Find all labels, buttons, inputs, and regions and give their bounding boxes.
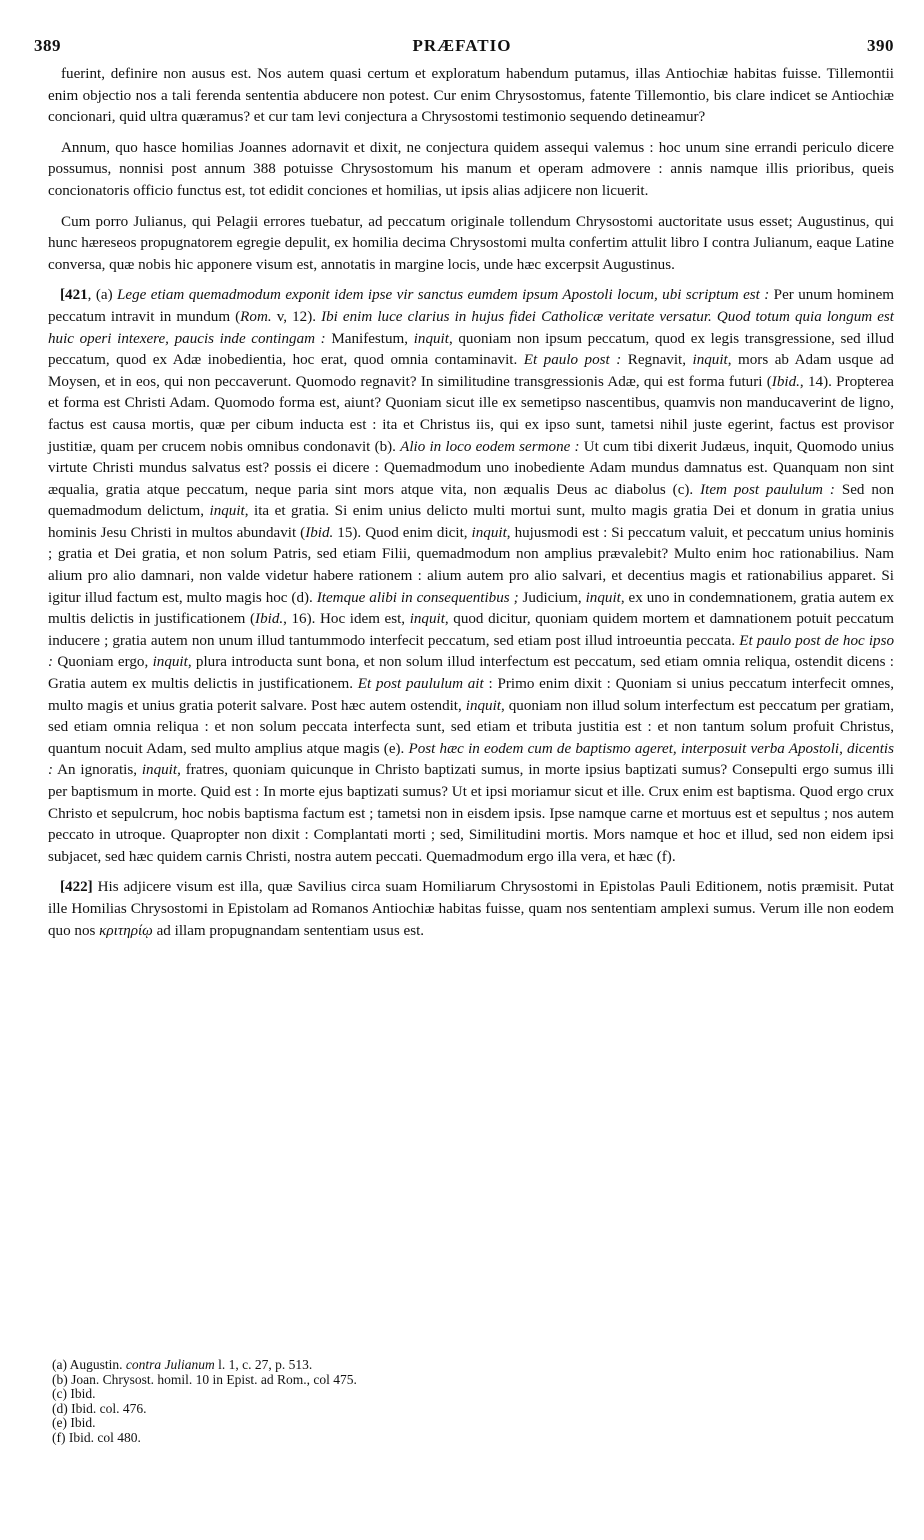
text-run: (d) Ibid. col. 476. (52, 1400, 147, 1416)
text-run: , quod dicitur, quoniam quidem mortem et damnationem potuit peccatum inducere ; gratia autem non unum illud tantummodo interfecit peccatum, sed etiam post illud introeuntia peccata. (48, 611, 894, 649)
section-marker: [422] (60, 879, 93, 896)
italic-run: Et paulo post de hoc ipso : (48, 632, 894, 671)
footnote (52, 1431, 357, 1446)
text-run: (a) Augustin. (52, 1357, 126, 1372)
italic-run: Rom. (240, 308, 272, 325)
text-run: , plura introducta sunt bona, et non solum illud interfectum est peccatum, sed etiam omnia reliqua, ostendit dicens : Gratia autem ex multis delictis in justificationem. (48, 654, 894, 693)
body-text (48, 64, 894, 951)
text-run: (c) Ibid. (52, 1386, 96, 1401)
text-run: , mors ab Adam usque ad Moysen, et in eos, qui non peccaverunt. Quomodo regnavit? In similitudine transgressionis Adæ, qui est forma futuri ( (48, 352, 894, 390)
text-run: Cum porro Julianus, qui Pelagii errores tuebatur, ad peccatum originale tollendum Chrysostomi auctoritate usus esset; Augustinus, qui hunc hæreseos propugnatorem egregie depulit, ex homilia decima Chrysostomi multa confertim attulit libro I contra Julianum, eaque Latine conversa, quæ nobis hic apponere visum est, annotatis in margine locis, unde hæc excerpsit Augustinus. (48, 213, 894, 273)
italic-run: inquit (409, 611, 445, 628)
text-run: , quoniam non ipsum peccatum, quod ex legis transgressione, sed illud peccatum, quod ex Adæ inobedientia, hoc erat, quod omnia contaminavit. (48, 330, 894, 369)
footnote (52, 1387, 357, 1402)
text-run: , 16). Hoc idem est, (283, 611, 410, 628)
paragraph-section-422 (48, 877, 894, 942)
footnote (52, 1373, 357, 1388)
italic-run: Ibid. (771, 373, 800, 390)
text-run: Per unum hominem peccatum intravit in mundum ( (48, 287, 895, 325)
paragraph (48, 64, 894, 129)
text-run: Ut cum tibi dixerit Judæus, inquit, Quomodo unius virtute Christi mundus salvatus est? possis ei dicere : Quemadmodum uno inobediente Adam mundus damnatus est. Quanquam non sint æqualia, gratia atque peccatum, neque paria sint mors atque vita, non æqualis Deus ac diabolus (c). (48, 438, 895, 498)
text-run: (b) Joan. Chrysost. homil. 10 in Epist. ad Rom., col 475. (52, 1371, 357, 1387)
italic-run: Et post paululum ait (357, 676, 484, 693)
italic-run: inquit (152, 654, 188, 671)
text-run: Sed non quemadmodum delictum, (48, 481, 895, 520)
italic-run: Lege etiam quemadmodum exponit idem ipse vir sanctus eumdem ipsum Apostoli locum, ubi scriptum est : (117, 287, 770, 304)
paragraph (48, 212, 894, 277)
paragraph-section-421 (48, 285, 894, 868)
text-run: Judicium, (518, 589, 586, 606)
italic-run: Ibi enim luce clarius in hujus fidei Catholicæ veritate versatur. Quod totum quia longum est huic operi intexere, paucis inde contingam : (48, 308, 894, 347)
text-run: Regnavit, (621, 352, 693, 369)
italic-run: contra Julianum (125, 1357, 215, 1372)
section-marker: [421 (60, 287, 88, 304)
italic-run: inquit (471, 524, 507, 541)
text-run: (f) Ibid. col 480. (52, 1429, 141, 1445)
text-run: : Primo enim dixit : Quoniam si unius peccatum interfecit omnes, multo magis et unius gratia poterit salvare. Post hæc autem ostendit, (48, 676, 894, 714)
text-run: 15). Quod enim dicit, (333, 524, 472, 541)
italic-run: Et paulo post : (523, 352, 622, 369)
text-run: , quoniam non illud solum interfectum est peccatum per gratiam, sed etiam omnia reliqua : et non solum peccata interfecta sunt, sed etiam et tributa justitia est : et non tantum solum profuit Christus, quantum nocuit Adam, sed multo amplius atque magis (e). (48, 697, 894, 757)
text-run: , (a) (87, 287, 118, 304)
text-run: Quoniam ergo, (53, 654, 153, 671)
page-number-right: 390 (867, 36, 894, 55)
page-number-left: 389 (34, 36, 61, 55)
text-run: v, 12). (271, 308, 322, 325)
text-run: l. 1, c. 27, p. 513. (214, 1357, 313, 1372)
italic-run: inquit (585, 589, 621, 606)
text-run: An ignoratis, (53, 762, 142, 779)
text-run: ad illam propugnandam sententiam usus est. (152, 922, 425, 939)
paragraph (48, 138, 894, 203)
text-run: , fratres, quoniam quicunque in Christo baptizati sumus, in morte ipsius baptizati sumus? Consepulti ergo sumus illi per baptismum in morte. Quid est : In morte ejus baptizati sumus? Ut et ipsi moriamur sicut et ille. Crux enim est baptisma. Quod ergo crux Christo et sepulcrum, hoc nobis baptisma factum est ; tametsi non in eisdem ipsis. Ipse namque carne et mortuus est et sepultus ; nos autem peccato in utroque. Quapropter non dixit : Complantati morti ; sed, Similitudini mortis. Mors namque et hoc et illud, sed non eidem ipsi subjacet, sed hæc quidem carnis Christi, nostra autem peccati. Quemadmodum ergo illa vera, et hæc (f). (48, 762, 894, 865)
italic-run: Itemque alibi in consequentibus ; (316, 589, 519, 606)
italic-run: inquit (413, 330, 449, 347)
text-run: Annum, quo hasce homilias Joannes adornavit et dixit, ne conjectura quidem assequi valemus : hoc unum sine errandi periculo dicere possumus, nonnisi post annum 388 potuisse Chrysostomum his manum et operam admovere : annis namque illis prioribus, queis concionatoris officio functus est, tot edidit conciones et homilias, ut ipsis alias adjicere non licuerit. (48, 139, 894, 199)
italic-run: κριτηρίῳ (99, 922, 153, 939)
italic-run: Alio in loco eodem sermone : (400, 438, 580, 455)
italic-run: inquit (141, 762, 178, 779)
footnote (52, 1416, 357, 1431)
footnote (52, 1358, 357, 1373)
italic-run: inquit (692, 352, 728, 369)
italic-run: Ibid. (305, 524, 334, 541)
footnote (52, 1402, 357, 1417)
text-run: , hujusmodi est : Si peccatum valuit, et peccatum unius hominis ; gratia et Dei gratia, et non solum Patris, sed etiam Filii, quemadmodum non amplius prævalebit? Multo enim hoc rationabilius. Nam alium pro alio damnari, non valde videtur habere rationem : alium autem pro alio salvari, et decentius magis et rationabilius apparet. Si igitur illud factum est, multo magis hoc (d). (48, 524, 894, 606)
text-run: (e) Ibid. (52, 1415, 96, 1430)
running-title: PRÆFATIO (412, 36, 512, 55)
text-run: , 14). Propterea et forma est Christi Adam. Quomodo forma est, aiunt? Quoniam sicut ille ex semetipso nascentibus, quamvis non manducaverint de ligno, factus est causa mortis, quæ per cibum inducta est : ita et Christus iis, qui ex ipso sunt, tametsi nihil juste egerint, factus est provisor justitiæ, quam per crucem nobis omnibus condonavit (b). (48, 373, 895, 455)
text-run: His adjicere visum est illa, quæ Savilius circa suam Homiliarum Chrysostomi in Epistolas Pauli Editionem, notis præmisit. Putat ille Homilias Chrysostomi in Epistolam ad Romanos Antiochiæ habitas fuisse, quam nos sententiam amplexi sumus. Verum ille non eodem quo nos (48, 879, 894, 939)
italic-run: inquit (209, 503, 245, 520)
text-run: Manifestum, (325, 330, 414, 347)
footnotes (52, 1358, 357, 1445)
italic-run: inquit (465, 697, 501, 714)
italic-run: Item post paululum : (700, 481, 835, 498)
italic-run: Post hæc in eodem cum de baptismo ageret, interposuit verba Apostoli, dicentis : (48, 740, 894, 779)
italic-run: Ibid. (255, 611, 284, 628)
text-run: , ita et gratia. Si enim unius delicto multi mortui sunt, multo magis gratia Dei et donum in gratia unius hominis Jesu Christi in multos abundavit ( (48, 503, 894, 541)
text-run: fuerint, definire non ausus est. Nos autem quasi certum et exploratum habendum putamus, illas Antiochiæ habitas fuisse. Tillemontii enim objectio nos a tali ferenda sententia abducere non potest. Cur enim Chrysostomus, fatente Tillemontio, bis clare indicet se Antiochiæ concionari, quid ultra quæramus? et cur tam levi conjectura a Chrysostomi testimonio sequendo detineamur? (48, 66, 894, 126)
text-run: , ex uno in condemnationem, gratia autem ex multis delictis in justificationem ( (48, 589, 894, 628)
